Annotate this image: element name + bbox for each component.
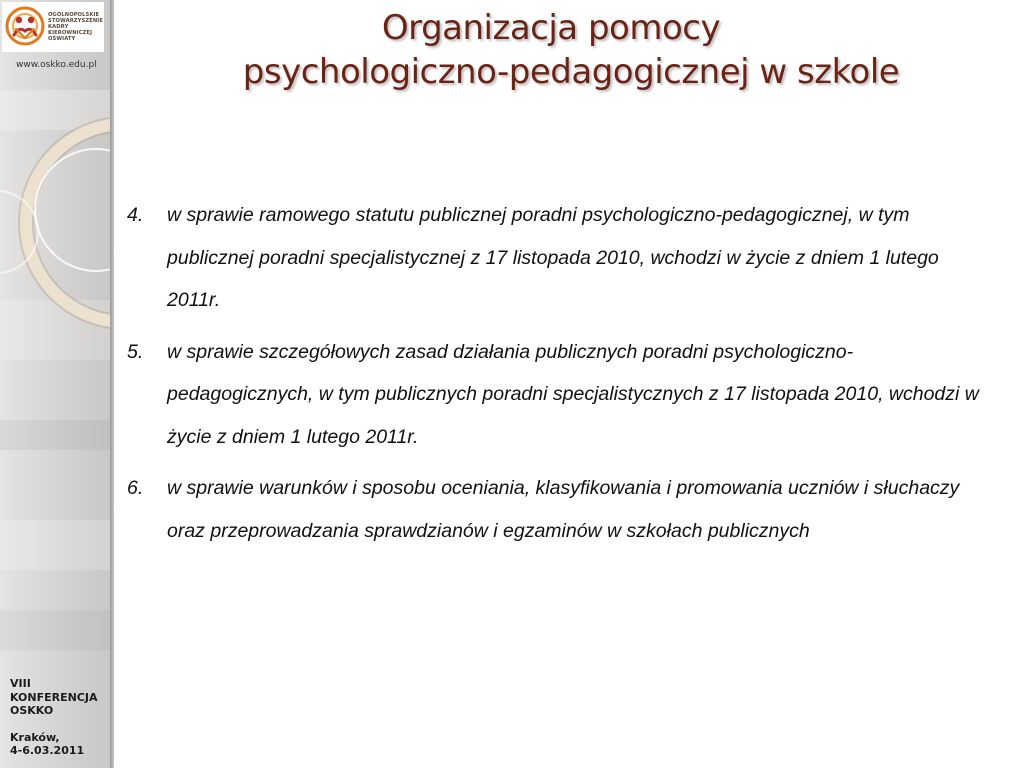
decorative-ring-inner [34, 148, 113, 272]
logo-org-name: OGÓLNOPOLSKIE STOWARZYSZENIE KADRY KIEROWNICZEJ OŚWIATY [48, 12, 103, 42]
oskko-logo [2, 2, 104, 52]
sidebar-divider [110, 0, 114, 768]
slide-title [113, 6, 1024, 94]
decorative-ring-large [20, 118, 113, 328]
conference-edition: VIII [10, 677, 31, 690]
decorative-ring-small [0, 190, 39, 274]
list-item [127, 331, 997, 459]
list-item-text: w sprawie warunków i sposobu oceniania, klasyfikowania i promowania uczniów i słuchaczy oraz przeprowadzania sprawdzianów i egzaminów w szkołach publicznych [167, 477, 960, 542]
slide-title-line-2: psychologiczno-pedagogicznej w szkole [242, 52, 900, 92]
conference-city: Kraków, [10, 730, 60, 744]
conference-dates: 4-6.03.2011 [10, 744, 85, 757]
left-sidebar [0, 0, 113, 768]
slide-title-line-1: Organizacja pomocy [381, 8, 721, 48]
slide-content [127, 194, 997, 561]
list-item [127, 467, 997, 552]
list-item-text: w sprawie szczegółowych zasad działania publicznych poradni psychologiczno-pedagogicznych, w tym publicznych poradni specjalistycznych z 17 listopada 2010, wchodzi w życie z dniem 1 lutego 2011r. [167, 340, 979, 448]
conference-organizer: OSKKO [10, 704, 54, 717]
list-item [127, 194, 997, 322]
conference-label: KONFERENCJA [10, 690, 98, 704]
list-item-number: 4. [127, 204, 144, 226]
oskko-logo-icon [4, 4, 46, 50]
list-item-number: 6. [127, 477, 144, 499]
list-item-text: w sprawie ramowego statutu publicznej poradni psychologiczno-pedagogicznej, w tym publicznej poradni specjalistycznej z 17 listopada 2010, wchodzi w życie z dniem 1 lutego 2011r. [167, 204, 939, 311]
conference-info [10, 677, 113, 758]
list-item-number: 5. [127, 340, 144, 363]
website-url: www.oskko.edu.pl [16, 60, 97, 70]
